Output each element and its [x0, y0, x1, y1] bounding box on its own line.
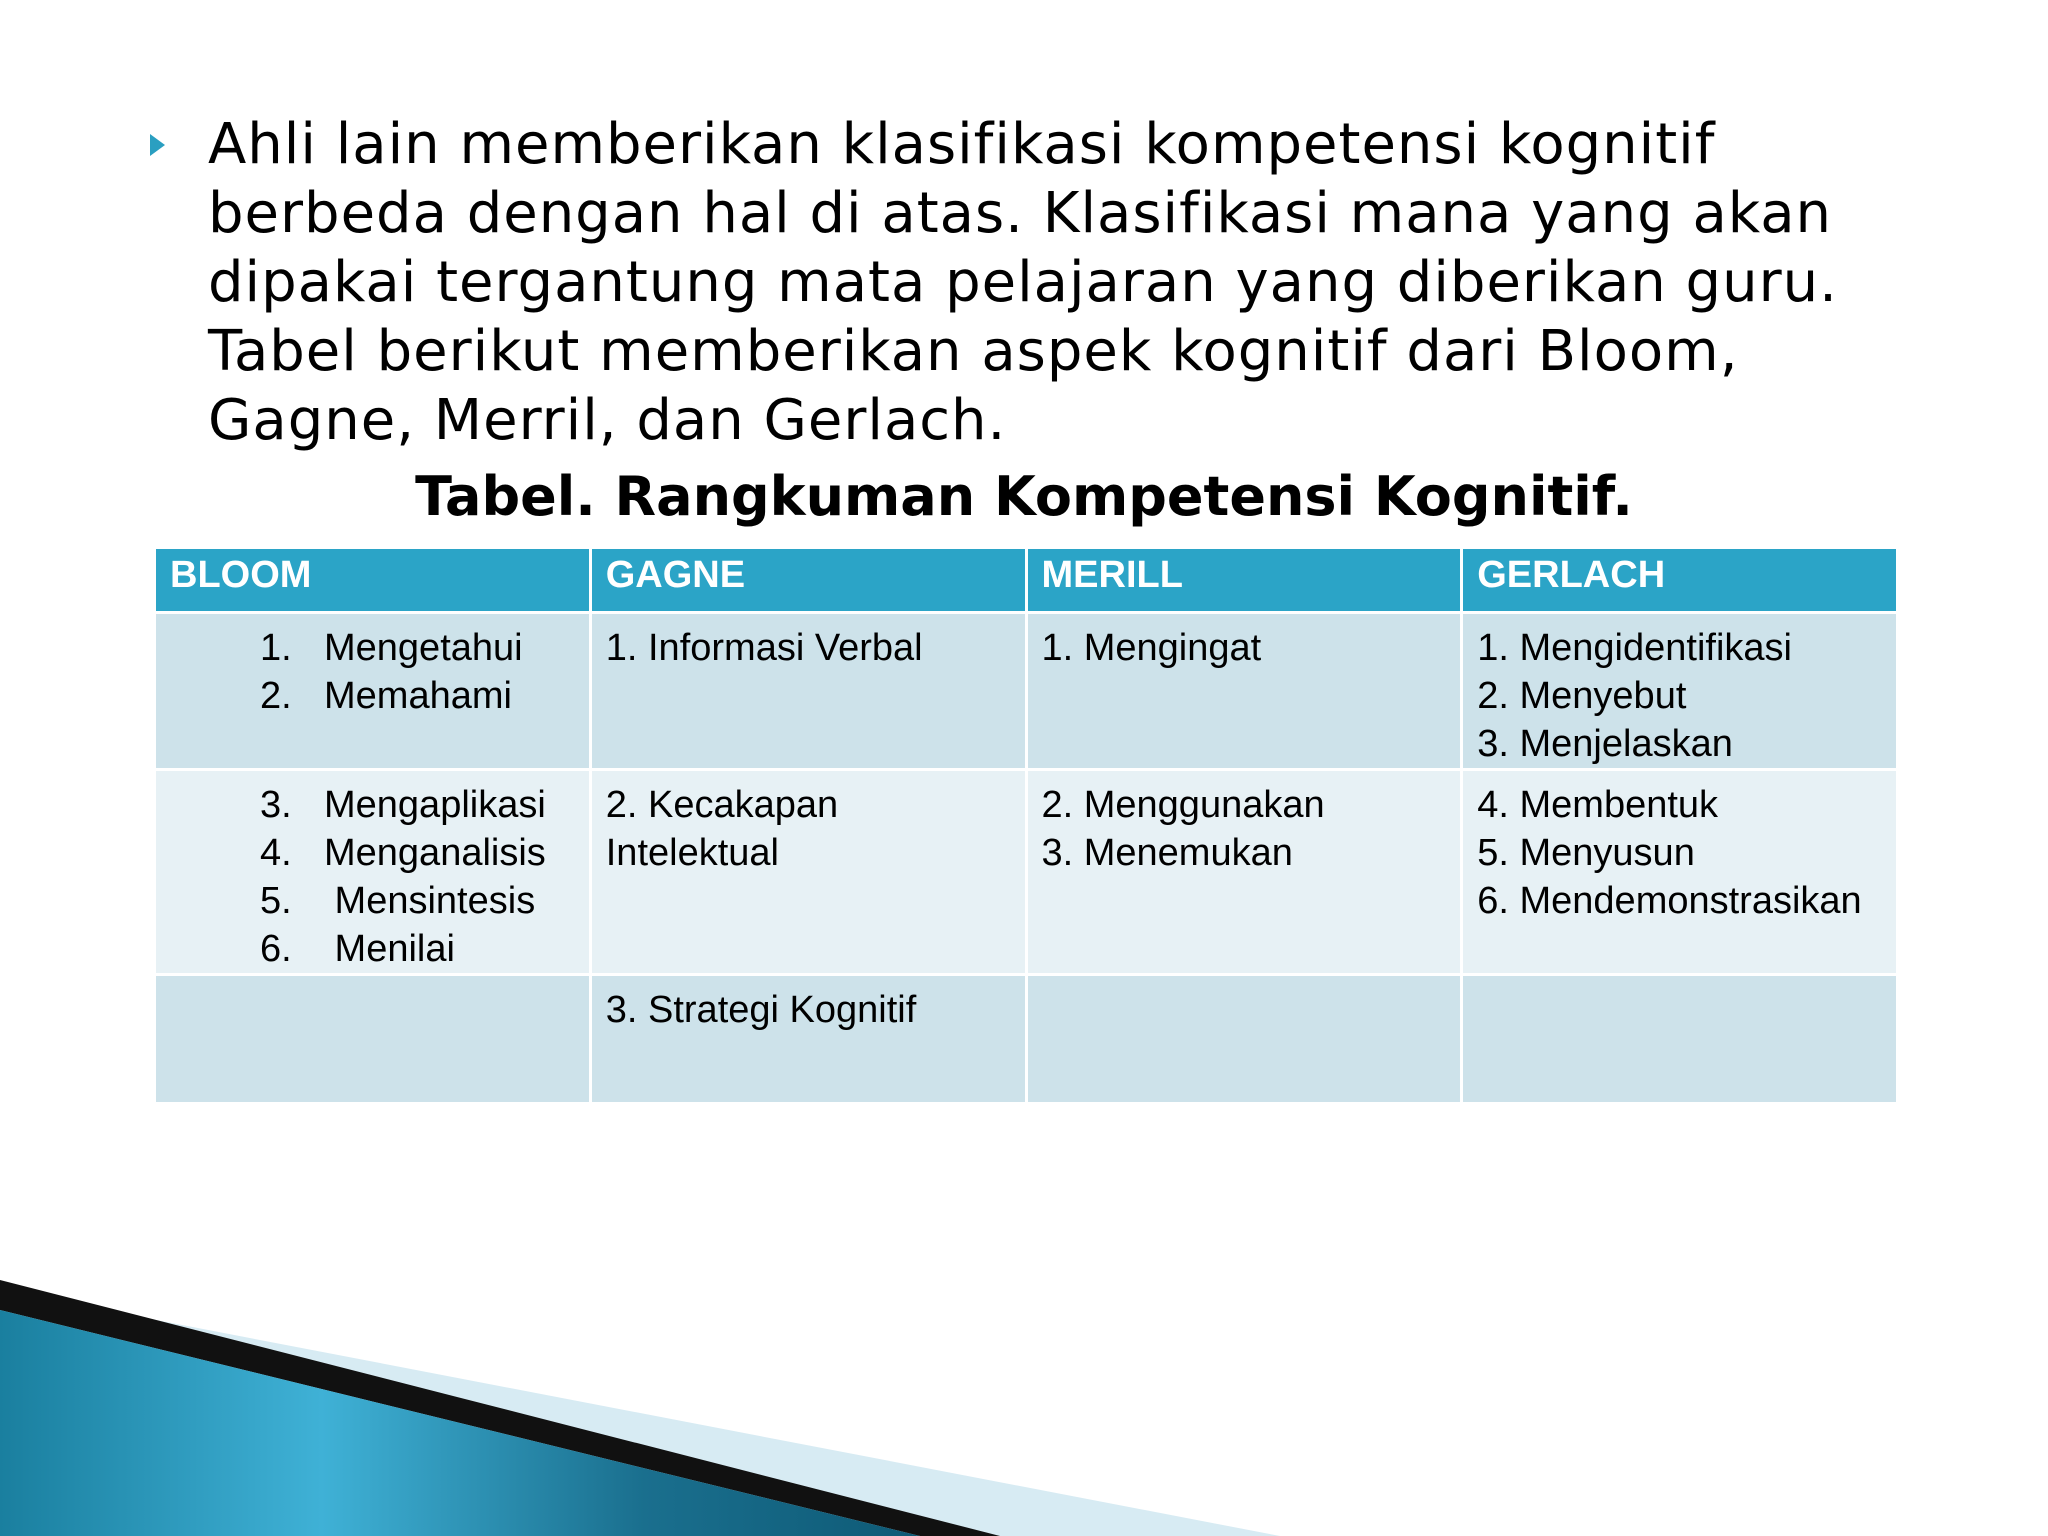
- triangle-bullet-icon: [150, 134, 165, 156]
- table-row: [155, 770, 1898, 975]
- competency-table: [153, 546, 1899, 1105]
- list-item: 1. Mengidentifikasi: [1477, 627, 1792, 669]
- list-item: 1. Informasi Verbal: [605, 627, 923, 669]
- list-item: 2. Menggunakan: [1041, 784, 1325, 826]
- header-merill: MERILL: [1026, 548, 1462, 613]
- cell-gagne: [590, 770, 1026, 975]
- table-row: [155, 613, 1898, 770]
- list-item: 3. Menemukan: [1041, 832, 1293, 874]
- header-gerlach: GERLACH: [1462, 548, 1898, 613]
- list-item: 6. Menilai: [260, 928, 455, 970]
- list-item: 3. Menjelaskan: [1477, 723, 1733, 765]
- cell-gagne: [590, 613, 1026, 770]
- cell-gerlach-empty: [1462, 975, 1898, 1104]
- header-gagne: GAGNE: [590, 548, 1026, 613]
- cell-gerlach: [1462, 770, 1898, 975]
- list-item-continuation: Intelektual: [605, 832, 779, 874]
- paragraph-text: Ahli lain memberikan klasifikasi kompetensi kognitif berbeda dengan hal di atas. Klasifikasi mana yang akan dipakai tergantung mata pelajaran yang diberikan guru. Tabel berikut memberikan aspek kognitif dari Bloom, Gagne, Merril, dan Gerlach.: [208, 112, 1838, 453]
- decorative-swoosh: [0, 1280, 1280, 1536]
- table-header-row: [155, 548, 1898, 613]
- table-caption: Tabel. Rangkuman Kompetensi Kognitif.: [415, 465, 1633, 528]
- cell-merill: [1026, 613, 1462, 770]
- list-item: 1. Mengingat: [1041, 627, 1262, 669]
- table-row: [155, 975, 1898, 1104]
- list-item: 2. Menyebut: [1477, 675, 1687, 717]
- list-item: 2. Kecakapan: [605, 784, 839, 826]
- header-bloom: BLOOM: [155, 548, 591, 613]
- list-item: 4. Menganalisis: [260, 832, 546, 874]
- cell-bloom-empty: [155, 975, 591, 1104]
- list-item: 6. Mendemonstrasikan: [1477, 880, 1862, 922]
- list-item: 4. Membentuk: [1477, 784, 1719, 826]
- list-item: 2. Memahami: [260, 675, 512, 717]
- cell-gerlach: [1462, 613, 1898, 770]
- cell-bloom: [155, 613, 591, 770]
- cell-gagne: [590, 975, 1026, 1104]
- cell-bloom: [155, 770, 591, 975]
- cell-merill: [1026, 770, 1462, 975]
- list-item: 5. Mensintesis: [260, 880, 536, 922]
- cell-merill-empty: [1026, 975, 1462, 1104]
- list-item: 5. Menyusun: [1477, 832, 1695, 874]
- list-item: 3. Mengaplikasi: [260, 784, 546, 826]
- list-item: 1. Mengetahui: [260, 627, 523, 669]
- list-item: 3. Strategi Kognitif: [605, 989, 917, 1031]
